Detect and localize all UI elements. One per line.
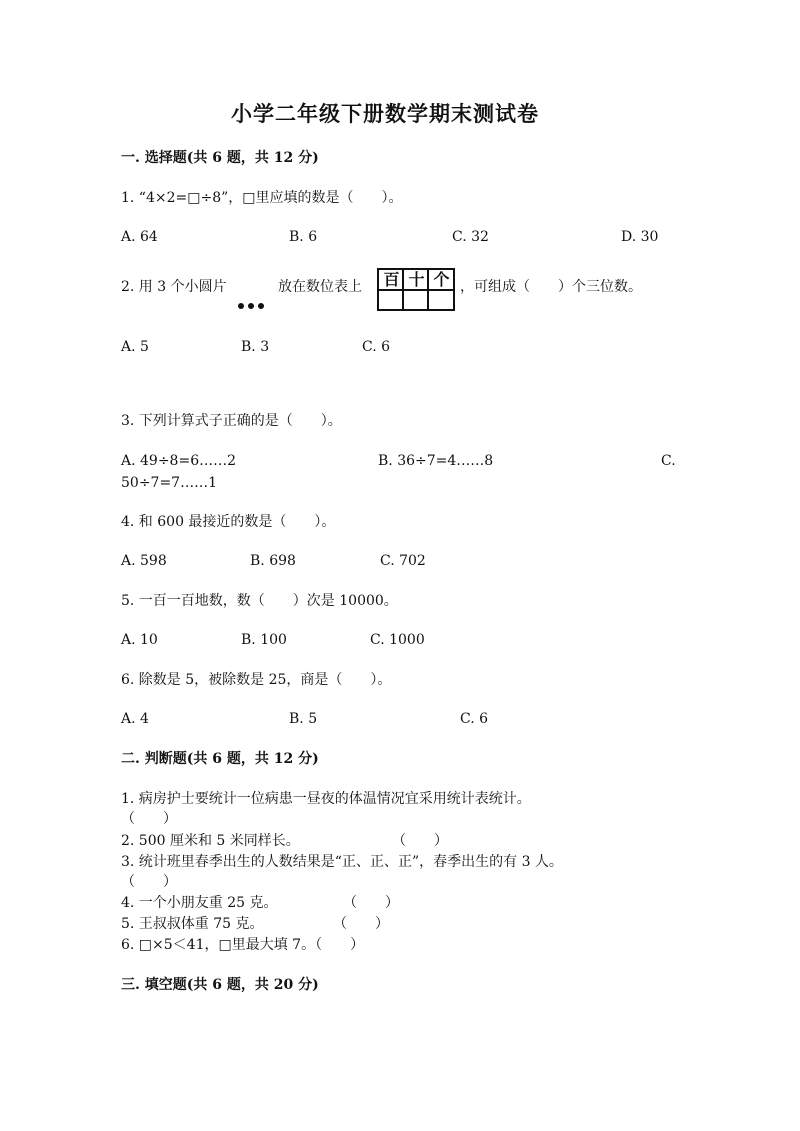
dot — [258, 303, 264, 309]
judge-line: （ ） — [392, 833, 448, 849]
place-value-header-hundreds: 百 — [383, 270, 400, 289]
judge-line: （ ） — [343, 895, 399, 911]
question-2-part1: 2. 用 3 个小圆片 — [121, 279, 227, 295]
dot — [248, 303, 254, 309]
section-heading-fill: 三. 填空题(共 6 题，共 20 分) — [121, 977, 319, 993]
option-3a: A. 49÷8=6……2 — [121, 453, 237, 469]
page-title: 小学二年级下册数学期末测试卷 — [231, 101, 539, 126]
dot — [238, 303, 244, 309]
place-value-header-tens: 十 — [408, 270, 425, 289]
place-value-header-ones: 个 — [433, 270, 450, 289]
option-1a: A. 64 — [121, 229, 158, 245]
judge-line: （ ） — [333, 916, 389, 932]
judge-line: 3. 统计班里春季出生的人数结果是“正、正、正”，春季出生的有 3 人。 — [121, 854, 563, 870]
three-dots-image — [238, 303, 264, 309]
option-4c: C. 702 — [380, 553, 426, 569]
judge-line: 6. □×5＜41，□里最大填 7。（ ） — [121, 937, 365, 953]
option-5b: B. 100 — [241, 632, 287, 648]
judge-line: 5. 王叔叔体重 75 克。 — [121, 916, 264, 932]
option-6a: A. 4 — [121, 711, 149, 727]
section-heading-choice: 一. 选择题(共 6 题，共 12 分) — [121, 150, 319, 166]
option-2c: C. 6 — [362, 339, 391, 355]
question-4: 4. 和 600 最接近的数是（ ）。 — [121, 514, 336, 530]
judge-line: 4. 一个小朋友重 25 克。 — [121, 895, 278, 911]
option-3c: C. — [661, 453, 676, 469]
option-5c: C. 1000 — [370, 632, 425, 648]
table-divider — [379, 289, 453, 291]
option-2a: A. 5 — [121, 339, 149, 355]
option-3b: B. 36÷7=4……8 — [378, 453, 494, 469]
option-4b: B. 698 — [250, 553, 296, 569]
option-1b: B. 6 — [289, 229, 318, 245]
question-3: 3. 下列计算式子正确的是（ ）。 — [121, 413, 342, 429]
option-1d: D. 30 — [621, 229, 659, 245]
option-1c: C. 32 — [452, 229, 489, 245]
judge-line: （ ） — [121, 874, 177, 890]
option-2b: B. 3 — [241, 339, 270, 355]
question-2-part3: ，可组成（ ）个三位数。 — [460, 279, 642, 295]
question-1: 1. “4×2=□÷8”，□里应填的数是（ ）。 — [121, 190, 403, 206]
option-4a: A. 598 — [121, 553, 167, 569]
option-6b: B. 5 — [289, 711, 318, 727]
judge-line: 2. 500 厘米和 5 米同样长。 — [121, 833, 300, 849]
question-5: 5. 一百一百地数，数（ ）次是 10000。 — [121, 593, 398, 609]
question-2-part2: 放在数位表上 — [278, 279, 362, 295]
section-heading-judge: 二. 判断题(共 6 题，共 12 分) — [121, 751, 319, 767]
judge-line: （ ） — [121, 811, 177, 827]
question-6: 6. 除数是 5，被除数是 25，商是（ ）。 — [121, 672, 392, 688]
option-5a: A. 10 — [121, 632, 158, 648]
option-6c: C. 6 — [460, 711, 489, 727]
place-value-table — [377, 268, 455, 311]
option-3c-value: 50÷7=7……1 — [121, 475, 217, 491]
judge-line: 1. 病房护士要统计一位病患一昼夜的体温情况宜采用统计表统计。 — [121, 791, 531, 807]
